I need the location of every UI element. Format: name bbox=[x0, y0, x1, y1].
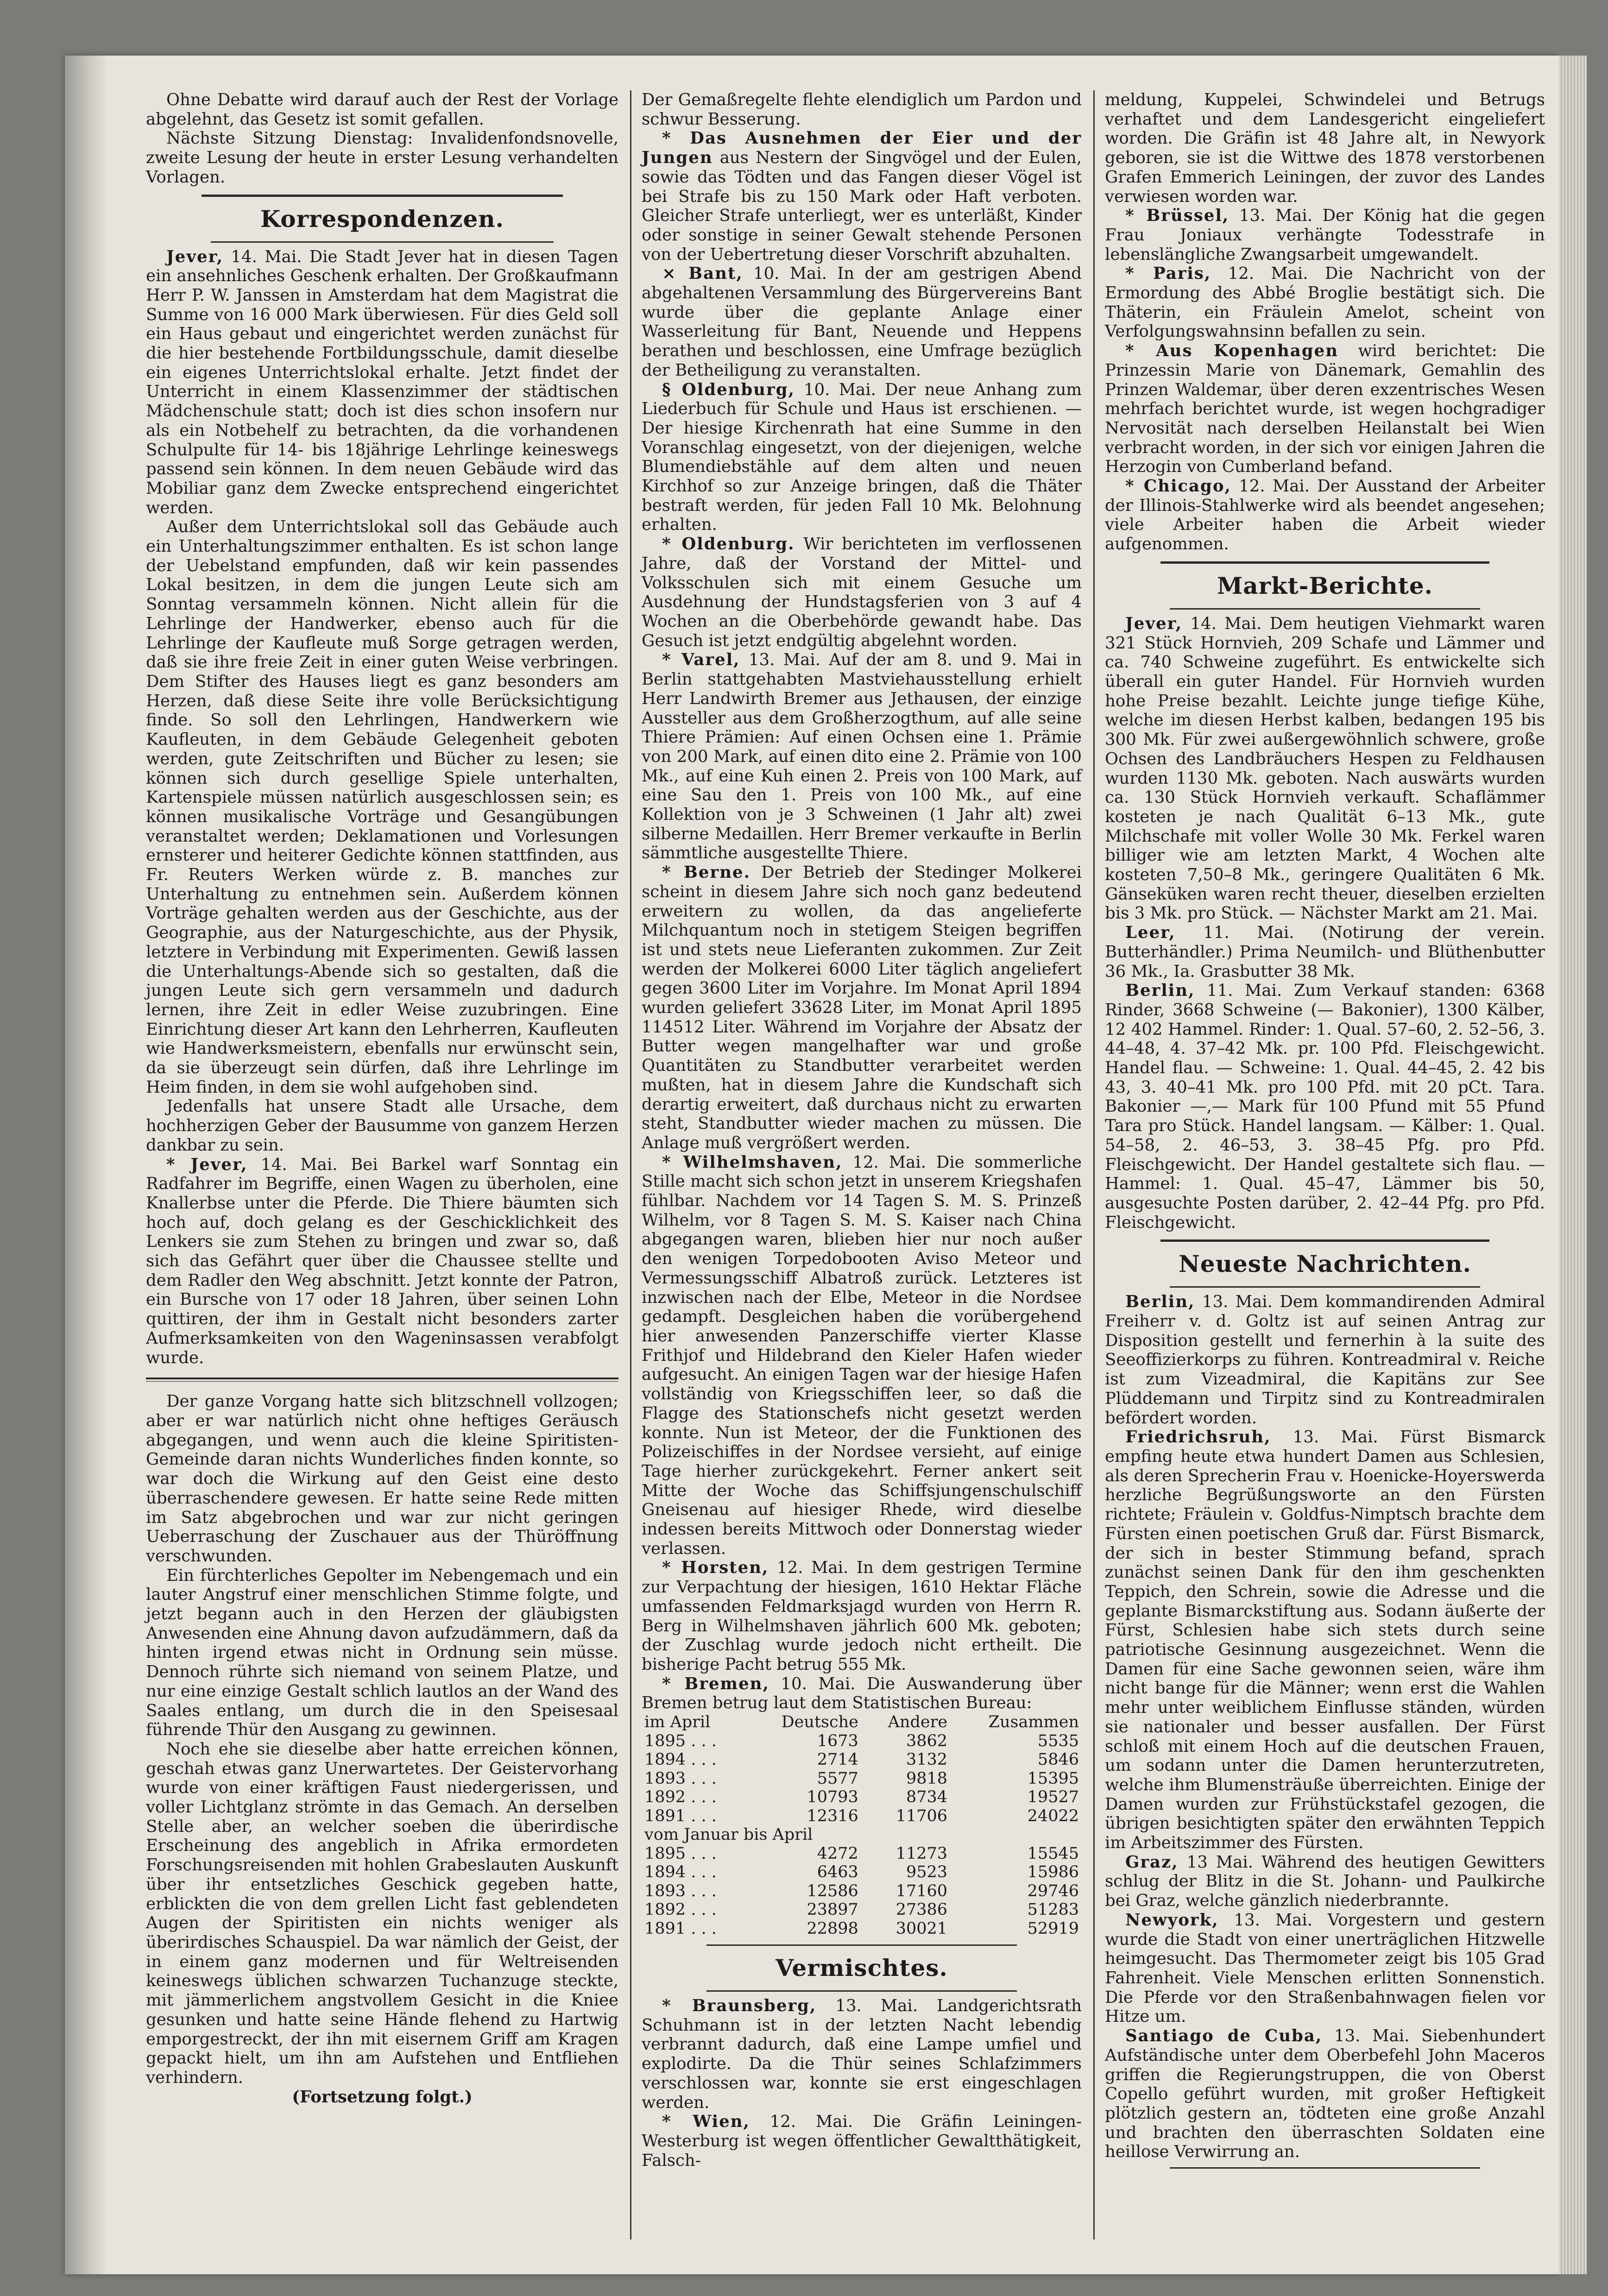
table-cell: 17160 bbox=[895, 1881, 948, 1900]
table-cell: 2714 bbox=[817, 1750, 858, 1769]
table-row bbox=[642, 1769, 1082, 1788]
emigration-table bbox=[642, 1713, 1082, 1938]
table-row bbox=[642, 1919, 1082, 1938]
table-cell: 1891 . . . bbox=[644, 1919, 717, 1938]
table-cell: 1891 . . . bbox=[644, 1806, 717, 1825]
table-cell: 1892 . . . bbox=[644, 1900, 717, 1919]
article-varel: * Varel, 13. Mai. Auf der am 8. und 9. Mai in Berlin stattgehabten Mastviehausstellung erhielt Herr Landwirth Bremer aus Jethausen, der einzige Aussteller aus dem Großherzogthum, auf alle seine Thiere Prämien: Auf einen Ochsen eine 1. Prämie von 200 Mark, auf einen dito eine 2. Prämie von 100 Mk., auf eine Kuh einen 2. Preis von 100 Mark, auf eine Sau den 1. Preis von 100 Mk., auf eine Kollektion von je 3 Schweinen (1 Jahr alt) zwei silberne Medaillen. Herr Bremer verkaufte in Berlin sämmtliche ausgestellte Thiere. bbox=[642, 650, 1082, 863]
heading-rule bbox=[706, 1990, 1017, 1992]
page-fold-shadow bbox=[65, 56, 109, 2274]
end-rule bbox=[1170, 2167, 1480, 2169]
table-cell: 1673 bbox=[817, 1731, 858, 1750]
section-rule bbox=[202, 195, 563, 197]
article-wilhelmshaven: * Wilhelmshaven, 12. Mai. Die sommerliche Stille macht sich schon jetzt in unserem Kriegshafen fühlbar. Nachdem vor 14 Tagen S. M. S. Prinzeß Wilhelm, vor 8 Tagen S. M. S. Kaiser nach China abgegangen waren, blieben hier nur noch außer den wenigen Torpedobooten Aviso Meteor und Vermessungsschiff Albatroß zurück. Letzteres ist inzwischen nach der Elbe, Meteor in die Nordsee gedampft. Desgleichen haben die vorübergehend hier anwesenden Panzerschiffe vierter Klasse Frithjof und Hildebrand den Kieler Hafen wieder aufgesucht. An einigen Tagen war der hiesige Hafen vollständig von Kriegsschiffen leer, so daß die Flagge des Stationschefs nicht gesetzt werden konnte. Nun ist Meteor, der die Funktionen des Polizeischiffes in der Nordsee versieht, auf einige Tage hierher zurückgekehrt. Ferner ankert seit Mitte der Woche das Schiffsjungenschulschiff Gneisenau auf hiesiger Rhede, wird dieselbe indessen bereits Mittwoch oder Donnerstag wieder verlassen. bbox=[642, 1152, 1082, 1558]
column-1 bbox=[146, 90, 618, 2107]
table-row bbox=[642, 1882, 1082, 1901]
table-cell: 30021 bbox=[895, 1919, 948, 1938]
table-cell: 5846 bbox=[1037, 1750, 1079, 1769]
table-row bbox=[642, 1750, 1082, 1769]
article-bruessel: * Brüssel, 13. Mai. Der König hat die gegen Frau Joniaux verhängte Todesstrafe in lebenslängliche Zwangsarbeit umgewandelt. bbox=[1105, 206, 1545, 264]
table-cell: 11706 bbox=[895, 1806, 948, 1825]
table-cell: 9523 bbox=[906, 1863, 948, 1882]
table-cell: 15545 bbox=[1027, 1844, 1079, 1863]
story-paragraph: Ein fürchterliches Gepolter im Nebengemach und ein lauter Angstruf einer menschlichen Stimme folgte, und jetzt begann auch in den Herzen der gläubigsten Anwesenden eine Ahnung davon aufzudämmern, daß da hinten irgend etwas nicht in Ordnung sein müsse. Dennoch rührte sich niemand von seinem Platze, und nur eine einzige Gestalt schlich lautlos an der Wand des Saales entlang, um durch die in den Speisesaal führende Thür den Ausgang zu gewinnen. bbox=[146, 1566, 618, 1740]
table-cell: 51283 bbox=[1027, 1900, 1079, 1919]
table-header-row: im April Deutsche Andere Zusammen bbox=[644, 1713, 1079, 1732]
section-rule bbox=[1160, 561, 1489, 564]
table-cell: 12586 bbox=[807, 1881, 858, 1900]
heading-rule bbox=[211, 241, 554, 243]
table-cell: 29746 bbox=[1027, 1881, 1079, 1900]
table-cell: 24022 bbox=[1027, 1806, 1079, 1825]
table-row bbox=[642, 1788, 1082, 1807]
table-cell: 22898 bbox=[807, 1919, 858, 1938]
table-cell: 10793 bbox=[807, 1788, 858, 1807]
table-row bbox=[642, 1844, 1082, 1863]
market-leer: Leer, 11. Mai. (Notirung der verein. Butterhändler.) Prima Neumilch- und Blüthenbutter 36 Mk., Ia. Grasbutter 38 Mk. bbox=[1105, 923, 1545, 981]
table-cell: 5535 bbox=[1037, 1731, 1079, 1750]
table-cell: 1893 . . . bbox=[644, 1769, 717, 1788]
story-paragraph: Der ganze Vorgang hatte sich blitzschnell vollzogen; aber er war natürlich nicht ohne heftiges Geräusch abgegangen, und wenn auch die kleine Spiritisten-Gemeinde daran nichts Wunderliches finden konnte, so war doch die Wirkung auf den Geist eine desto überraschendere gewesen. Er hatte seine Rede mitten im Satz abgebrochen und war zur nicht geringen Ueberraschung der Zuschauer aus der Thüröffnung verschwunden. bbox=[146, 1392, 618, 1566]
column-2 bbox=[642, 90, 1082, 2170]
table-cell: 1895 . . . bbox=[644, 1844, 717, 1863]
news-friedrichsruh: Friedrichsruh, 13. Mai. Fürst Bismarck empfing heute etwa hundert Damen aus Schlesien, als deren Sprecherin Frau v. Hoenicke-Hoyerswerda herzliche Begrüßungsworte an den Fürsten richtete; Fräulein v. Goldfus-Nimptsch brachte dem Fürsten einen poetischen Gruß dar. Fürst Bismarck, der sich in bester Stimmung befand, sprach zunächst seinen Dank für den ihm geschenkten Teppich, den Schrein, sowie die Adresse und die geplante Bismarckstiftung aus. Sodann äußerte der Fürst, Schlesien habe sich stets durch seine patriotische Gesinnung ausgezeichnet. Wenn die Damen für eine Sache gewonnen seien, wäre ihm nicht bange für die Männer; wenn erst die Wahlen mehr unter weiblichem Einflusse ständen, würden sie nationaler und besser ausfallen. Der Fürst schloß mit einem Hoch auf die deutschen Frauen, um sodann unter die Damen herunterzutreten, welche ihm Blumensträuße überreichten. Einige der Damen wurden zur Frühstückstafel gezogen, die übrigen besichtigten später den erwähnten Teppich im Arbeitszimmer des Fürsten. bbox=[1105, 1428, 1545, 1853]
news-berlin: Berlin, 13. Mai. Dem kommandirenden Admiral Freiherr v. d. Goltz ist auf seinen Antrag zur Disposition gestellt und fernerhin à la suite des Seeoffizierkorps zu führen. Kontreadmiral v. Reiche ist zum Vizeadmiral, die Kapitäns zur See Plüddemann und Tirpitz sind zu Kontreadmiralen befördert worden. bbox=[1105, 1292, 1545, 1428]
table-cell: 8734 bbox=[906, 1788, 948, 1807]
page-edge bbox=[1559, 56, 1587, 2274]
table-cell: 9818 bbox=[906, 1769, 948, 1788]
table-cell: 4272 bbox=[817, 1844, 858, 1863]
table-cell: 6463 bbox=[817, 1863, 858, 1882]
table-row bbox=[642, 1900, 1082, 1919]
paragraph: Der Gemaßregelte flehte elendiglich um Pardon und schwur Besserung. bbox=[642, 90, 1082, 129]
table-cell: 5577 bbox=[817, 1769, 858, 1788]
column-rule-1 bbox=[630, 90, 631, 2239]
column-3 bbox=[1105, 90, 1545, 2173]
table-cell: 23897 bbox=[807, 1900, 858, 1919]
news-graz: Graz, 13 Mai. Während des heutigen Gewitters schlug der Blitz in die St. Johann- und Paulkirche bei Graz, welche gänzlich niederbrannte. bbox=[1105, 1852, 1545, 1911]
paragraph: Jedenfalls hat unsere Stadt alle Ursache, dem hochherzigen Geber der Bausumme von ganzem Herzen dankbar zu sein. bbox=[146, 1097, 618, 1155]
table-cell: 3862 bbox=[906, 1731, 948, 1750]
table-cell: 15986 bbox=[1027, 1863, 1079, 1882]
table-janapr-body bbox=[642, 1844, 1082, 1938]
section-rule bbox=[1160, 1239, 1489, 1242]
table-cell: 19527 bbox=[1027, 1788, 1079, 1807]
news-santiago: Santiago de Cuba, 13. Mai. Siebenhundert Aufständische unter dem Oberbefehl John Maceros griffen die Regierungstruppen, die von Oberst Copello geführt wurden, mit großer Heftigkeit plötzlich gestern an, tödteten eine große Anzahl und brachten den überraschten Soldaten eine heillose Verwirrung an. bbox=[1105, 2026, 1545, 2162]
heading-rule bbox=[1170, 608, 1480, 610]
heading-rule bbox=[1170, 1286, 1480, 1288]
article-wien: * Wien, 12. Mai. Die Gräfin Leiningen-Westerburg ist wegen öffentlicher Gewaltthätigkeit, Falsch- bbox=[642, 2112, 1082, 2170]
article-paris: * Paris, 12. Mai. Die Nachricht von der Ermordung des Abbé Broglie bestätigt sich. Die Thäterin, ein Fräulein Amelot, scheint von Verfolgungswahnsinn befallen zu sein. bbox=[1105, 264, 1545, 341]
table-april-body bbox=[642, 1732, 1082, 1826]
table-cell: 52919 bbox=[1027, 1919, 1079, 1938]
section-heading-vermischtes: Vermischtes. bbox=[776, 1954, 948, 1982]
paragraph: Außer dem Unterrichtslokal soll das Gebäude auch ein Unterhaltungszimmer enthalten. Es ist schon lange der Uebelstand empfunden, daß wir kein passendes Lokal besitzen, in dem die jungen Leute sich am Sonntag versammeln können. Nicht allein für die Lehrlinge der Handwerker, ebenso auch für die Lehrlinge der Kaufleute muß Sorge getragen werden, daß sie ihre freie Zeit in einer guten Weise verbringen. Dem Stifter des Hauses liegt es ganz besonders am Herzen, daß diese Seite ihre volle Berücksichtigung finde. So soll den Lehrlingen, Handwerkern wie Kaufleuten, in dem Gebäude Gelegenheit geboten werden, gute Zeitschriften und Bücher zu lesen; sie können sich durch gesellige Spiele unterhalten, Kartenspiele müssen natürlich ausgeschlossen sein; es können musikalische Vorträge und Gesangübungen veranstaltet werden; Deklamationen und Vorlesungen ernsterer und heiterer Gedichte können stattfinden, aus Fr. Reuters Werken würde z. B. manches zur Unterhaltung zu entnehmen sein. Außerdem können Vorträge gehalten werden aus der Geschichte, aus der Geographie, aus der Naturgeschichte, aus der Physik, letztere in Verbindung mit Experimenten. Gewiß lassen die Unterhaltungs-Abende sich so gestalten, daß die jungen Leute sich gern versammeln und dadurch lernen, ihre Zeit in edler Weise zuzubringen. Eine Einrichtung dieser Art kann den Lehrherren, Kaufleuten wie Handwerksmeistern, ebenfalls nur erwünscht sein, da sie überzeugt sein dürfen, daß ihre Lehrlinge im Heim finden, in dem sie wohl aufgehoben sind. bbox=[146, 517, 618, 1097]
table-cell: 12316 bbox=[807, 1806, 858, 1825]
table-row bbox=[642, 1732, 1082, 1751]
newspaper-page bbox=[65, 56, 1559, 2274]
table-subheader-row: vom Januar bis April bbox=[644, 1825, 813, 1844]
table-cell: 15395 bbox=[1027, 1769, 1079, 1788]
article-chicago: * Chicago, 12. Mai. Der Ausstand der Arbeiter der Illinois-Stahlwerke wird als beendet angesehen; viele Arbeiter haben die Arbeit wieder aufgenommen. bbox=[1105, 477, 1545, 554]
article-horsten: * Horsten, 12. Mai. In dem gestrigen Termine zur Verpachtung der hiesigen, 1610 Hektar Fläche umfassenden Feldmarksjagd wurden von Herrn R. Berg in Wilhelmshaven jährlich 600 Mk. geboten; der Zuschlag wurde jedoch nicht ertheilt. Die bisherige Pacht betrug 555 Mk. bbox=[642, 1558, 1082, 1674]
dateline: * Jever, bbox=[166, 1155, 248, 1174]
table-row bbox=[642, 1807, 1082, 1826]
table-cell: 1894 . . . bbox=[644, 1750, 717, 1769]
section-rule bbox=[706, 1944, 1017, 1946]
article-eier: * Das Ausnehmen der Eier und der Jungen aus Nestern der Singvögel und der Eulen, sowie das Tödten und das Fangen dieser Vögel ist bei Strafe bis zu 150 Mark oder Haft verboten. Gleicher Strafe unterliegt, wer es unterläßt, Kinder oder sonstige in seiner Gewalt stehende Personen von der Uebertretung dieser Vorschrift abzuhalten. bbox=[642, 129, 1082, 264]
article-bant: × Bant, 10. Mai. In der am gestrigen Abend abgehaltenen Versammlung des Bürgervereins Bant wurde über die geplante Anlage einer Wasserleitung für Bant, Neuende und Heppens berathen und beschlossen, eine Umfrage bezüglich der Betheiligung zu veranstalten. bbox=[642, 264, 1082, 380]
market-berlin: Berlin, 11. Mai. Zum Verkauf standen: 6368 Rinder, 3668 Schweine (— Bakonier), 1300 Kälber, 12 402 Hammel. Rinder: 1. Qual. 57–60, 2. 52–56, 3. 44–48, 4. 37–42 Mk. pr. 100 Pfd. Fleischgewicht. Handel flau. — Schweine: 1. Qual. 44–45, 2. 42 bis 43, 3. 40–41 Mk. pro 100 Pfd. mit 20 pCt. Tara. Bakonier —,— Mark für 100 Pfund mit 55 Pfund Tara pro Stück. Handel langsam. — Kälber: 1. Qual. 54–58, 2. 46–53, 3. 38–45 Pfg. pro Pfd. Fleischgewicht. Der Handel gestaltete sich flau. — Hammel: 1. Qual. 45–47, Lämmer bis 50, ausgesuchte Posten darüber, 2. 42–44 Pfg. pro Pfd. Fleischgewicht. bbox=[1105, 981, 1545, 1232]
article-jever-2: * Jever, 14. Mai. Bei Barkel warf Sonntag ein Radfahrer im Begriffe, einen Wagen zu überholen, eine Knallerbse unter die Pferde. Die Thiere bäumten sich hoch auf, doch gelang es der Geschicklichkeit des Lenkers sie zum Stehen zu bringen und zwar so, daß sich das Gefährt quer über die Chaussee stellte und dem Radler den Weg abschnitt. Jetzt konnte der Patron, ein Bursche von 17 oder 18 Jahren, über seinen Lohn quittiren, der ihm in Gestalt nicht besonders zarter Aufmerksamkeiten von den Wageninsassen verabfolgt wurde. bbox=[146, 1155, 619, 1367]
paragraph: meldung, Kuppelei, Schwindelei und Betrugs verhaftet und dem Landesgericht eingeliefert worden. Die Gräfin ist 48 Jahre alt, in Newyork geboren, sie ist die Wittwe des 1878 verstorbenen Grafen Emmerich Leiningen, der zuvor des Landes verwiesen worden war. bbox=[1105, 90, 1545, 206]
story-paragraph: Noch ehe sie dieselbe aber hatte erreichen können, geschah etwas ganz Unerwartetes. Der Geistervorhang wurde von einer kräftigen Faust niedergerissen, und voller Lichtglanz strömte in das Gemach. An derselben Stelle aber, an welcher soeben die überirdische Erscheinung des angeblich in Afrika ermordeten Forschungsreisenden mit hohlen Grabeslauten Auskunft über ihr entsetzliches Geschick gegeben hatte, erblickten die von dem grellen Licht fast geblendeten Augen der Spiritisten ein nichts weniger als überirdisches Schauspiel. Da war nämlich der Geist, der in einem ganz modernen und für Weltreisenden keineswegs üblichen schwarzen Tuchanzuge steckte, mit jämmerlichem angstvollem Gesicht in die Kniee gesunken und hatte seine Hände flehend zu Hartwig emporgestreckt, der ihn mit eisernem Griff am Kragen gepackt hielt, um ihn am Aufstehen und Entfliehen verhindern. bbox=[146, 1739, 618, 2087]
paragraph: Ohne Debatte wird darauf auch der Rest der Vorlage abgelehnt, das Gesetz ist somit gefallen. bbox=[146, 90, 618, 129]
table-cell: 11273 bbox=[895, 1844, 948, 1863]
article-berne: * Berne. Der Betrieb der Stedinger Molkerei scheint in diesem Jahre sich noch ganz bedeutend erweitern zu wollen, da das angelieferte Milchquantum noch in stetigem Steigen begriffen ist und stets neue Lieferanten zukommen. Zur Zeit werden der Molkerei 6000 Liter täglich angeliefert gegen 3600 Liter im Vorjahre. Im Monat April 1894 wurden geliefert 33628 Liter, im Monat April 1895 114512 Liter. Während im Vorjahre der Absatz der Butter wegen mangelhafter war und große Quantitäten zu Standbutter verarbeitet werden mußten, hat in diesem Jahre die Kundschaft sich derartig erweitert, daß durchaus nicht zu erwarten steht, Standbutter wieder machen zu müssen. Die Anlage muß vergrößert werden. bbox=[642, 863, 1082, 1152]
table-cell: 1894 . . . bbox=[644, 1863, 717, 1882]
article-jever-1: Jever, 14. Mai. Die Stadt Jever hat in diesen Tagen ein ansehnliches Geschenk erhalten. Der Großkaufmann Herr P. W. Janssen in Amsterdam hat dem Magistrat die Summe von 16 000 Mark überwiesen. Für dies Geld soll ein Haus gebaut und eingerichtet werden zunächst für die hier bestehende Fortbildungsschule, damit dieselbe ein eigenes Unterrichtslokal erhalte. Jetzt findet der Unterricht in einem Klassenzimmer der städtischen Mädchenschule statt; doch ist dies schon insofern nur als ein Notbehelf zu betrachten, da die vorhandenen Schulpulte für 14- bis 18jährige Lehrlinge keineswegs passend sein können. In dem neuen Gebäude wird das Mobiliar ganz dem Zwecke entsprechend eingerichtet werden. bbox=[146, 247, 618, 517]
article-kopenhagen: * Aus Kopenhagen wird berichtet: Die Prinzessin Marie von Dänemark, Gemahlin des Prinzen Waldemar, über deren exzentrisches Wesen mehrfach berichtet wurde, ist wegen hochgradiger Nervosität nach derselben Heilanstalt bei Wien verbracht worden, in der sich vor einigen Jahren die Herzogin von Cumberland befand. bbox=[1105, 341, 1545, 477]
table-row bbox=[642, 1863, 1082, 1882]
continuation-note: (Fortsetzung folgt.) bbox=[292, 2087, 473, 2107]
market-jever: Jever, 14. Mai. Dem heutigen Viehmarkt waren 321 Stück Hornvieh, 209 Schafe und Lämmer und ca. 740 Schweine zugeführt. Es entwickelte sich überall ein guter Handel. Für Hornvieh wurden hohe Preise bezahlt. Leichte junge tiefige Kühe, welche im diesen Herbst kalben, bedangen 195 bis 300 Mk. Für zwei außergewöhnlich schwere, große Ochsen des Landbräuchers Hespen zu Feldhausen wurden 1130 Mk. geboten. Nach auswärts wurden ca. 130 Stück Hornvieh verkauft. Schaflämmer kosteten je nach Qualität 6–13 Mk., gute Milchschafe mit voller Wolle 30 Mk. Ferkel waren billiger wie am letzten Markt, 4 Wochen alte kosteten 7,50–8 Mk., geringere Qualitäten 6 Mk. Gänseküken waren recht theuer, dieselben erzielten bis 3 Mk. pro Stück. — Nächster Markt am 21. Mai. bbox=[1105, 614, 1545, 923]
article-bremen: * Bremen, 10. Mai. Die Auswanderung über Bremen betrug laut dem Statistischen Bureau: bbox=[642, 1674, 1082, 1713]
paragraph: Nächste Sitzung Dienstag: Invalidenfondsnovelle, zweite Lesung der heute in erster Lesung verhandelten Vorlagen. bbox=[146, 129, 618, 187]
section-heading-korrespondenzen: Korrespondenzen. bbox=[260, 205, 504, 233]
article-oldenburg-1: § Oldenburg, 10. Mai. Der neue Anhang zum Liederbuch für Schule und Haus ist erschienen. — Der hiesige Kirchenrath hat eine Summe in den Voranschlag eingesetzt, von der diejenigen, welche Blumendiebstähle auf dem alten und neuen Kirchhof so zur Anzeige bringen, daß die Thäter bestraft werden, für jeden Fall 10 Mk. Belohnung erhalten. bbox=[642, 380, 1082, 535]
article-oldenburg-2: * Oldenburg. Wir berichteten im verflossenen Jahre, daß der Vorstand der Mittel- und Volksschulen sich mit einem Gesuche um Ausdehnung der Hundstagsferien von 3 auf 4 Wochen an die Oberbehörde gewandt habe. Das Gesuch ist jetzt endgültig abgelehnt worden. bbox=[642, 535, 1082, 650]
feuilleton-divider bbox=[146, 1378, 618, 1382]
section-heading-markt-berichte: Markt-Berichte. bbox=[1217, 572, 1433, 599]
table-cell: 1892 . . . bbox=[644, 1788, 717, 1807]
section-heading-neueste-nachrichten: Neueste Nachrichten. bbox=[1179, 1250, 1471, 1278]
table-cell: 27386 bbox=[895, 1900, 948, 1919]
table-cell: 1893 . . . bbox=[644, 1881, 717, 1900]
table-cell: 1895 . . . bbox=[644, 1731, 717, 1750]
column-rule-2 bbox=[1093, 90, 1095, 2239]
article-braunsberg: * Braunsberg, 13. Mai. Landgerichtsrath Schuhmann ist in der letzten Nacht lebendig verbrannt dadurch, daß eine Lampe umfiel und explodirte. Da die Thür seines Schlafzimmers verschlossen war, konnte sie erst eingeschlagen werden. bbox=[642, 1996, 1082, 2112]
table-cell: 3132 bbox=[906, 1750, 948, 1769]
dateline: Jever, bbox=[166, 247, 224, 266]
news-newyork: Newyork, 13. Mai. Vorgestern und gestern wurde die Stadt von einer unerträglichen Hitzwelle heimgesucht. Das Thermometer zeigt bis 105 Grad Fahrenheit. Viele Menschen erlitten Sonnenstich. Die Pferde vor den Straßenbahnwagen fielen vor Hitze um. bbox=[1105, 1910, 1545, 2026]
